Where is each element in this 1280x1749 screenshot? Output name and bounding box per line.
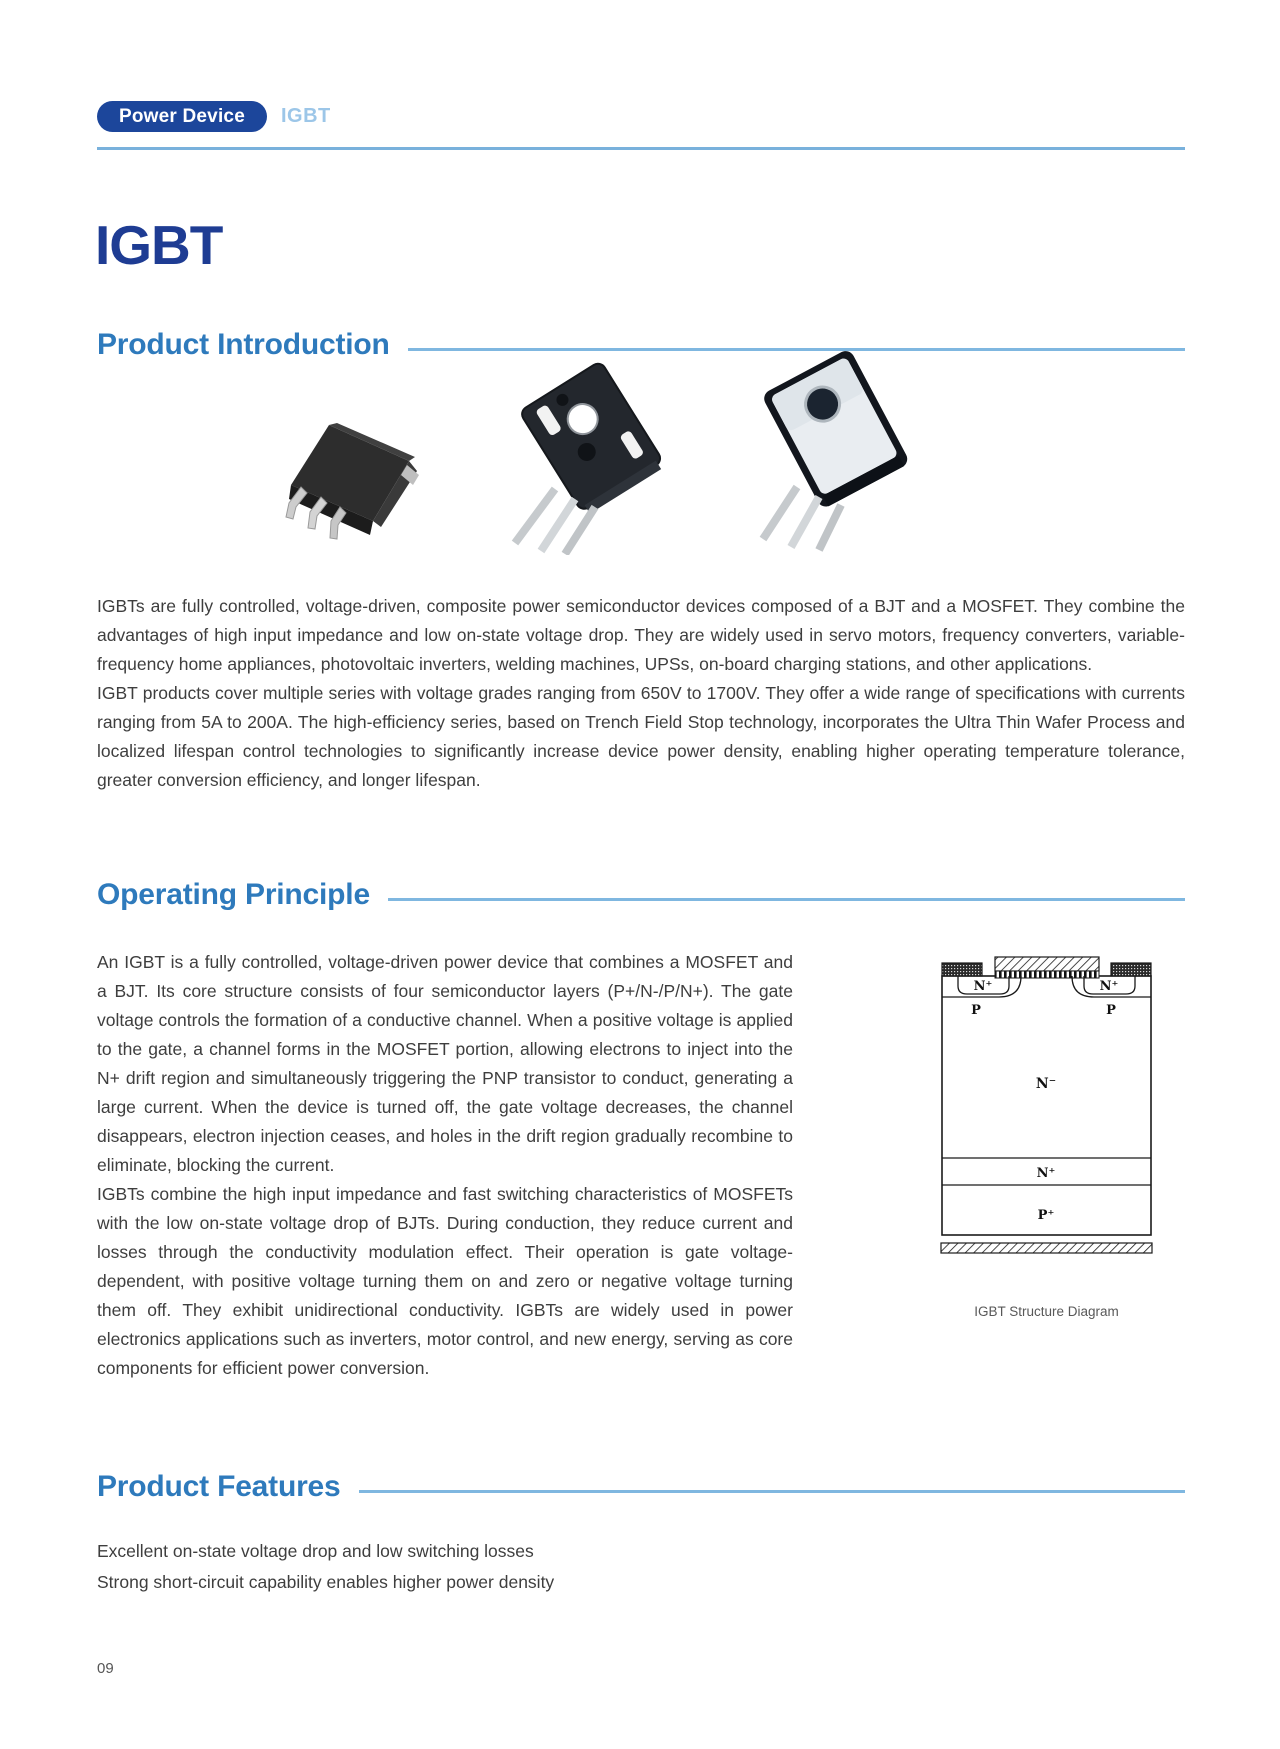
intro-paragraph: IGBTs are fully controlled, voltage-driven, composite power semiconductor devices composed of a BJT and a MOSFET. They combine the advantages of high input impedance and low on-state voltage drop. They are widely used in servo motors, frequency converters, variable-frequency home appliances, photovoltaic inverters, welding machines, UPSs, on-board charging stations, and other applications. [97, 596, 1185, 674]
section-title: Operating Principle [97, 878, 370, 911]
diagram-label-p-plus-substrate: P⁺ [1037, 1208, 1055, 1223]
product-photos-row [97, 345, 1185, 557]
diagram-caption: IGBT Structure Diagram [974, 1304, 1119, 1319]
igbt-structure-diagram-figure [939, 956, 1154, 1265]
page-title: IGBT [95, 214, 223, 276]
section-title: Product Features [97, 1470, 341, 1503]
intro-paragraphs [97, 592, 1185, 795]
section-heading-product-features [97, 1470, 1185, 1504]
header-divider [97, 147, 1185, 150]
diagram-label-n-plus-buffer: N⁺ [1036, 1166, 1056, 1181]
feature-item: Strong short-circuit capability enables higher power density [97, 1572, 555, 1592]
category-label: IGBT [280, 105, 331, 127]
section-title: Product Introduction [97, 328, 390, 361]
section-heading-operating-principle [97, 878, 1185, 912]
diagram-label-n-minus-drift: N⁻ [1035, 1076, 1057, 1092]
principle-paragraph: An IGBT is a fully controlled, voltage-driven power device that combines a MOSFET and a BJT. Its core structure consists of four semiconductor layers (P+/N-/P/N+). The gate voltage controls the formation of a conductive channel. When a positive voltage is applied to the gate, a channel forms in the MOSFET portion, allowing electrons to inject into the N+ drift region and simultaneously triggering the PNP transistor to conduct, generating a large current. When the device is turned off, the gate voltage decreases, the channel disappears, electron injection ceases, and holes in the drift region gradually recombine to eliminate, blocking the current. [97, 952, 793, 1175]
to247-front-package-icon [493, 357, 673, 555]
to263-package-icon [277, 423, 427, 555]
to247-front-package-photo [493, 357, 673, 557]
to263-package-photo [277, 423, 427, 557]
intro-paragraph: IGBT products cover multiple series with voltage grades ranging from 650V to 1700V. They offer a wide range of specifications with currents ranging from 5A to 200A. The high-efficiency series, based on Trench Field Stop technology, incorporates the Ultra Thin Wafer Process and localized lifespan control technologies to significantly increase device power density, enabling higher operating temperature tolerance, greater conversion efficiency, and longer lifespan. [97, 683, 1185, 790]
features-list [97, 1536, 1185, 1598]
principle-body [97, 948, 1185, 1383]
section-rule [359, 1490, 1185, 1493]
section-rule [388, 898, 1185, 901]
feature-item: Excellent on-state voltage drop and low switching losses [97, 1541, 534, 1561]
to247-back-package-photo [739, 347, 919, 557]
page-number: 09 [97, 1660, 114, 1677]
to247-back-package-icon [739, 347, 919, 552]
igbt-structure-diagram [803, 948, 1185, 1326]
diagram-label-n-plus-right: N⁺ [1099, 979, 1119, 994]
diagram-label-n-plus-left: N⁺ [973, 979, 993, 994]
page-header [97, 101, 331, 132]
diagram-label-p-left: P [971, 1003, 981, 1018]
diagram-label-p-right: P [1106, 1003, 1116, 1018]
power-device-badge: Power Device [97, 101, 267, 132]
igbt-cross-section-icon [939, 956, 1154, 1256]
principle-paragraph: IGBTs combine the high input impedance and fast switching characteristics of MOSFETs with the low on-state voltage drop of BJTs. During conduction, they reduce current and losses through the conductivity modulation effect. Their operation is gate voltage-dependent, with positive voltage turning them on and zero or negative voltage turning them off. They exhibit unidirectional conductivity. IGBTs are widely used in power electronics applications such as inverters, motor control, and new energy, serving as core components for efficient power conversion. [97, 1184, 793, 1378]
